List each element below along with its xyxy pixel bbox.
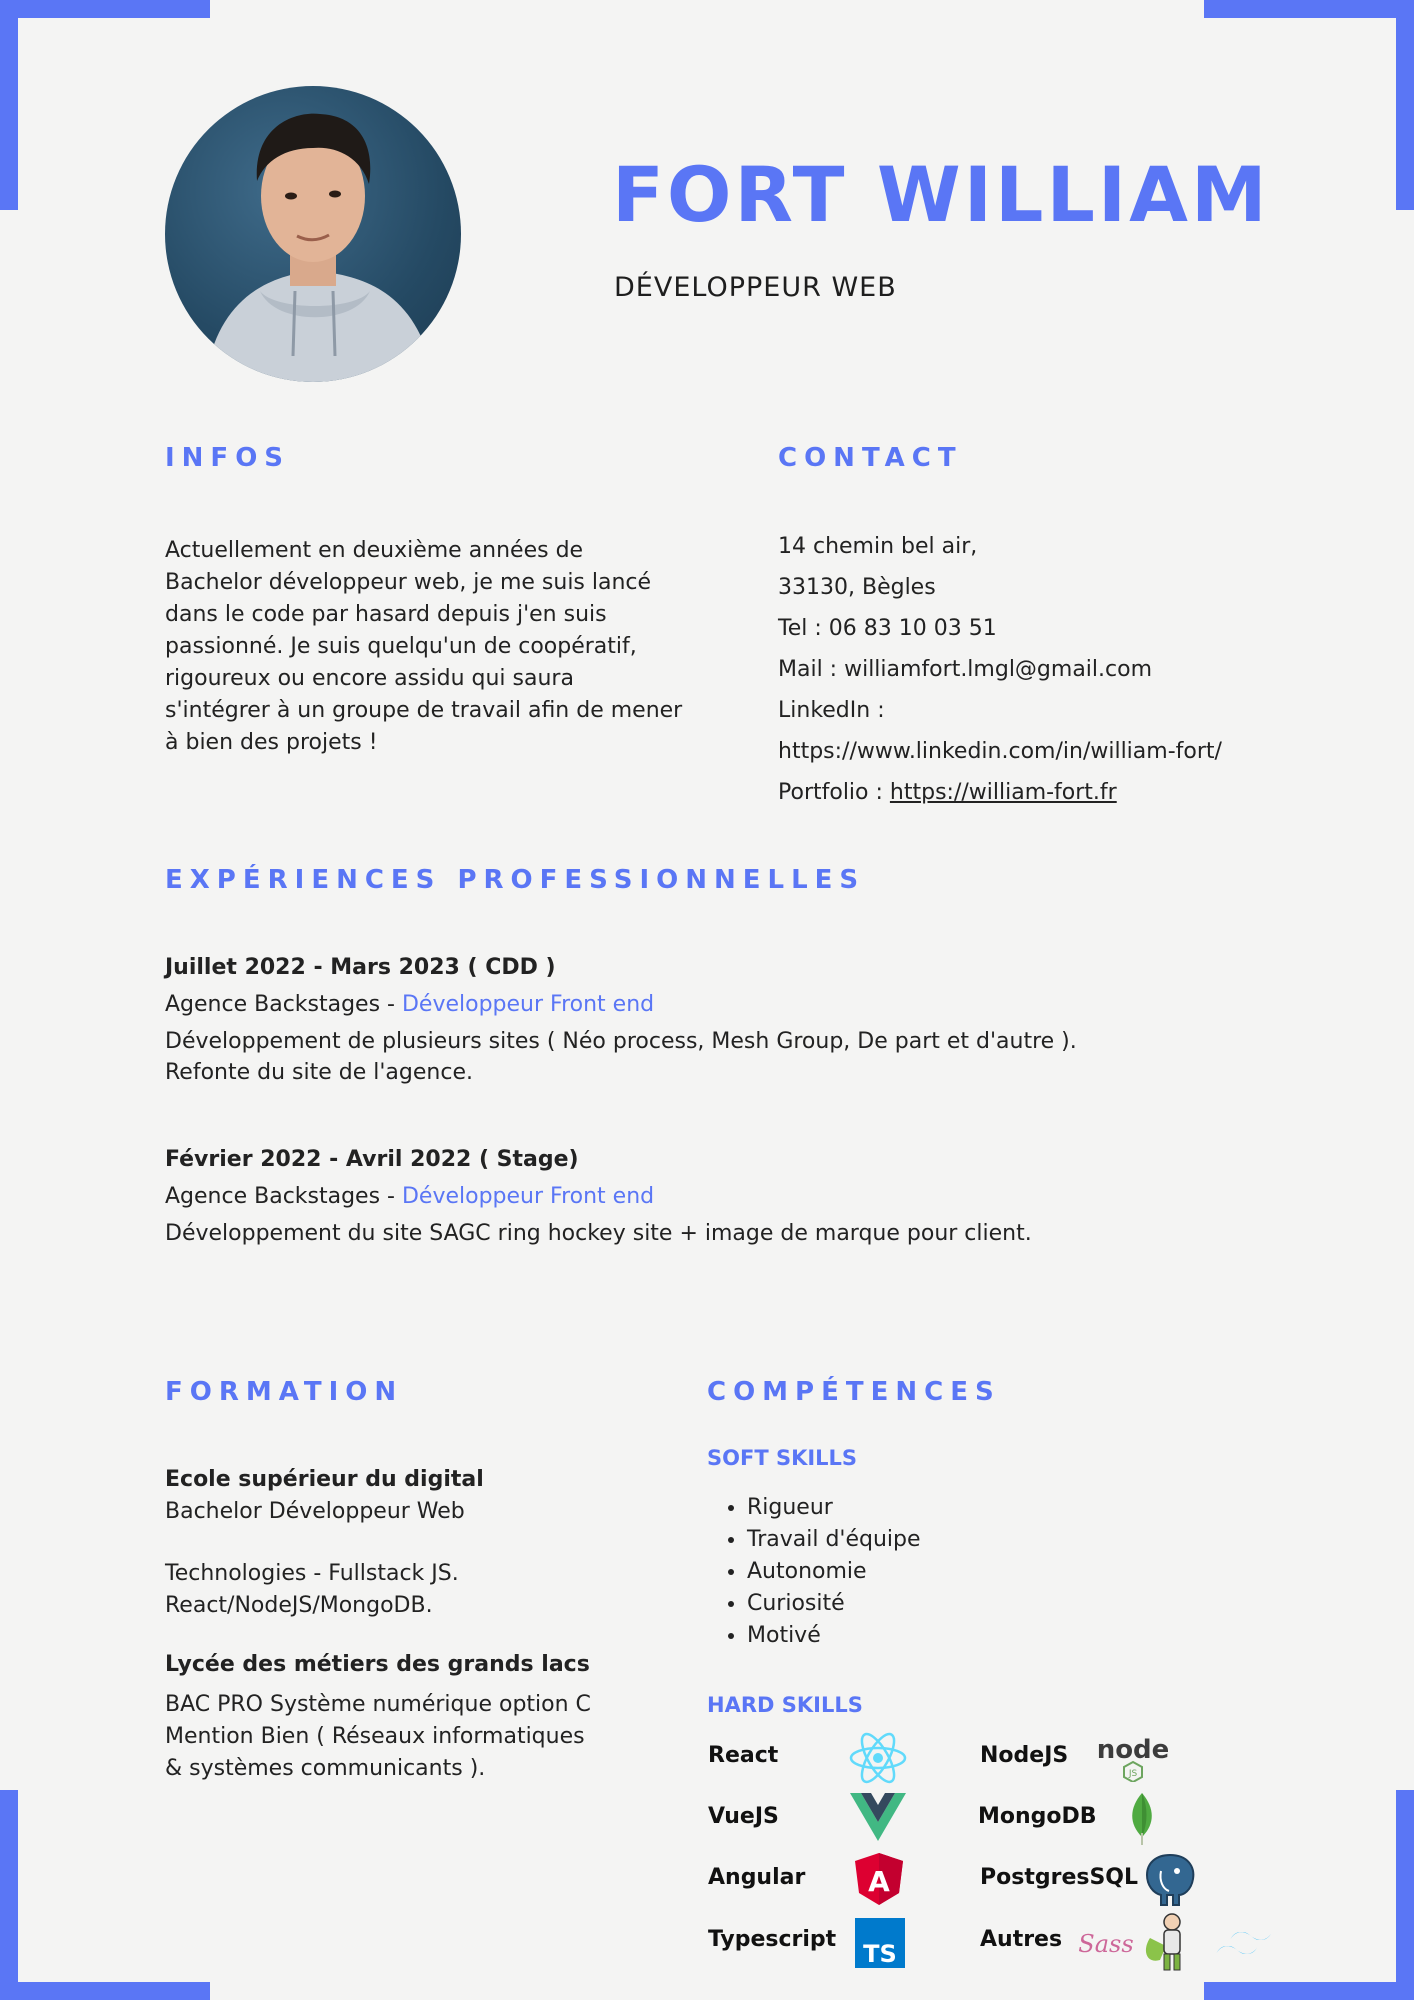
school-1-technologies: Technologies - Fullstack JS. React/NodeJS/MongoDB. (165, 1561, 459, 1618)
school-2-degree: BAC PRO Système numérique option C Mention Bien ( Réseaux informatiques & systèmes communicants ). (165, 1692, 591, 1781)
corner-bottom-right-horizontal (1204, 1982, 1414, 2000)
corner-top-left-horizontal (0, 0, 210, 18)
tailwind-icon (1216, 1928, 1272, 1962)
skill-postgres-label: PostgresSQL (980, 1865, 1139, 1890)
experience-date: Juillet 2022 - Mars 2023 ( CDD ) (165, 955, 556, 980)
angular-icon (855, 1853, 903, 1905)
corner-bottom-left-horizontal (0, 1982, 210, 2000)
angular-letter: A (868, 1865, 890, 1898)
job-title: DÉVELOPPEUR WEB (614, 272, 897, 303)
experience-company: Agence Backstages - (165, 1184, 402, 1209)
contact-title: CONTACT (778, 443, 963, 473)
skill-node-label: NodeJS (980, 1743, 1069, 1768)
contact-portfolio-label: Portfolio : (778, 780, 890, 805)
experience-company: Agence Backstages - (165, 992, 402, 1017)
sass-word: Sass (1078, 1930, 1134, 1958)
profile-photo (165, 86, 461, 382)
skill-react-label: React (708, 1743, 779, 1768)
vue-icon (850, 1793, 906, 1841)
contact-address-line2: 33130, Bègles (778, 575, 936, 600)
soft-skill-item: • Travail d'équipe (747, 1524, 921, 1556)
node-js-letters: JS (1128, 1769, 1138, 1779)
contact-address-line1: 14 chemin bel air, (778, 534, 978, 559)
experience-description: Développement du site SAGC ring hockey site + image de marque pour client. (165, 1221, 1032, 1246)
contact-mail: Mail : williamfort.lmgl@gmail.com (778, 657, 1153, 682)
corner-top-right-vertical (1396, 0, 1414, 210)
experience-item-2 (165, 1147, 1032, 1246)
soft-skills-title: SOFT SKILLS (707, 1446, 858, 1470)
soft-skill-item: • Autonomie (747, 1556, 921, 1588)
contact-phone: Tel : 06 83 10 03 51 (778, 616, 997, 641)
soft-skill-item: • Motivé (747, 1620, 921, 1652)
experiences-title: EXPÉRIENCES PROFESSIONNELLES (165, 865, 866, 895)
experience-company-line (165, 992, 1077, 1017)
contact-linkedin-url[interactable]: https://www.linkedin.com/in/william-fort/ (778, 739, 1222, 764)
experience-role: Développeur Front end (401, 1184, 655, 1209)
skill-typescript-label: Typescript (708, 1927, 837, 1952)
school-1-degree: Bachelor Développeur Web (165, 1499, 465, 1524)
hard-skills-title: HARD SKILLS (707, 1693, 863, 1717)
typescript-icon (855, 1918, 905, 1968)
corner-bottom-left-vertical (0, 1790, 18, 2000)
experience-description-2: Refonte du site de l'agence. (165, 1060, 473, 1085)
soft-skill-item: • Rigueur (747, 1492, 921, 1524)
sass-icon (1078, 1920, 1134, 1964)
typescript-letters: TS (863, 1940, 897, 1968)
portfolio-link[interactable]: https://william-fort.fr (889, 780, 1117, 805)
school-1-name: Ecole supérieur du digital (165, 1467, 484, 1492)
profile-photo-illustration (165, 86, 461, 382)
corner-top-right-horizontal (1204, 0, 1414, 18)
experience-company-line (165, 1184, 1032, 1209)
formation-title: FORMATION (165, 1377, 404, 1407)
formation-block (165, 1467, 605, 1785)
skill-angular-label: Angular (708, 1865, 806, 1890)
react-icon (848, 1730, 908, 1786)
nodejs-icon (1092, 1732, 1174, 1782)
school-2-name: Lycée des métiers des grands lacs (165, 1652, 590, 1677)
infos-title: INFOS (165, 443, 291, 473)
contact-linkedin-label: LinkedIn : (778, 698, 885, 723)
skill-mongodb-label: MongoDB (978, 1804, 1097, 1829)
experience-date: Février 2022 - Avril 2022 ( Stage) (165, 1147, 579, 1172)
soft-skill-item: • Curiosité (747, 1588, 921, 1620)
candidate-name: FORT WILLIAM (612, 150, 1270, 239)
skill-vue-label: VueJS (708, 1804, 779, 1829)
skill-others-label: Autres (980, 1927, 1063, 1952)
experience-role: Développeur Front end (401, 992, 655, 1017)
experience-item-1 (165, 955, 1077, 1085)
contact-block (778, 526, 1222, 813)
hero-mascot-icon (1140, 1910, 1198, 1972)
corner-top-left-vertical (0, 0, 18, 210)
mongodb-leaf-icon (1128, 1793, 1156, 1845)
competences-title: COMPÉTENCES (707, 1377, 1001, 1407)
infos-text: Actuellement en deuxième années de Bachelor développeur web, je me suis lancé dans le code par hasard depuis j'en suis passionné. Je suis quelqu'un de coopératif, rigoureux ou encore assidu qui saura s'intégrer à un groupe de travail afin de mener à bien des projets ! (165, 538, 683, 755)
experience-description: Développement de plusieurs sites ( Néo process, Mesh Group, De part et d'autre ). (165, 1029, 1077, 1054)
soft-skills-list (707, 1492, 921, 1652)
contact-portfolio (778, 772, 1222, 813)
corner-bottom-right-vertical (1396, 1790, 1414, 2000)
node-word: node (1096, 1735, 1170, 1765)
postgresql-elephant-icon (1143, 1851, 1197, 1907)
